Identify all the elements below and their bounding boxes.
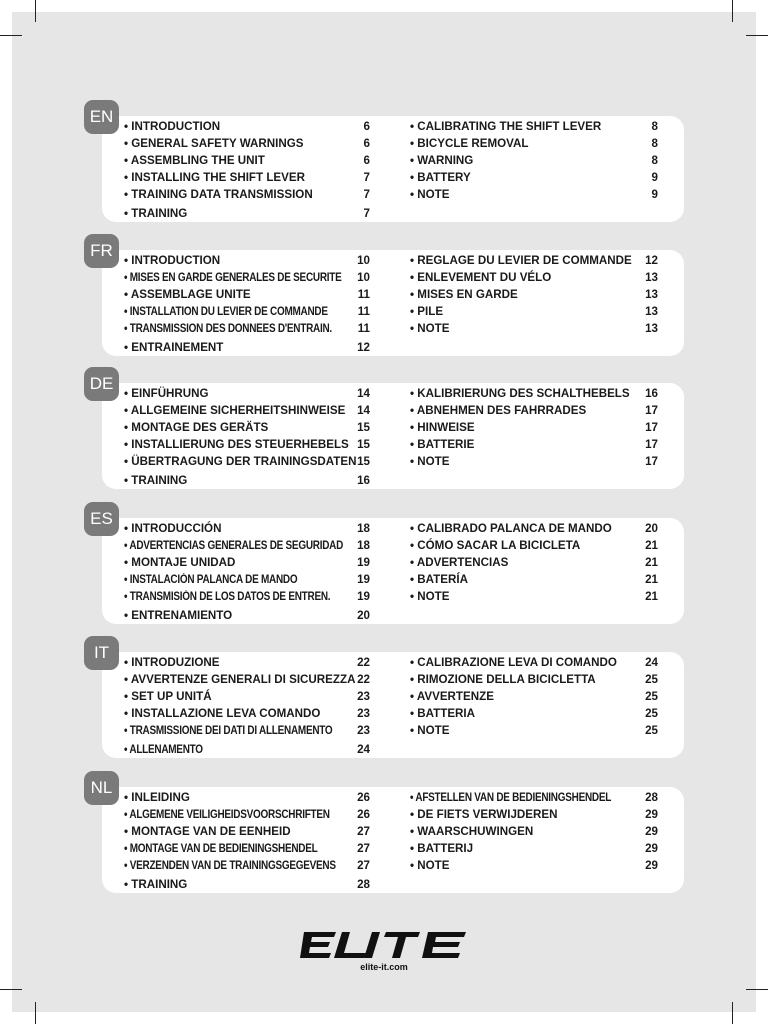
left-column — [124, 789, 370, 893]
toc-entry-page: 25 — [645, 690, 658, 703]
toc-entry-title: • NOTE — [410, 859, 450, 872]
toc-entry — [410, 118, 658, 135]
toc-entry-title: • ADVERTENCIAS GENERALES DE SEGURIDAD — [124, 539, 344, 552]
toc-entry — [124, 654, 370, 671]
toc-entry — [410, 806, 658, 823]
toc-entry-page: 20 — [357, 609, 370, 622]
left-column — [124, 654, 370, 758]
toc-entry — [410, 186, 658, 203]
toc-entry-title: • ENTRAINEMENT — [124, 341, 224, 354]
toc-entry-title: • VERZENDEN VAN DE TRAININGSGEGEVENS — [124, 859, 336, 872]
toc-entry — [410, 722, 658, 739]
toc-entry-page: 17 — [645, 438, 658, 451]
toc-entry-title: • ALLGEMEINE SICHERHEITSHINWEISE — [124, 404, 346, 417]
toc-entry-page: 27 — [357, 842, 370, 855]
toc-entry-page: 8 — [651, 154, 658, 167]
toc-entry — [124, 303, 370, 320]
toc-entry — [124, 537, 370, 554]
toc-entry — [124, 722, 370, 739]
toc-entry-page: 6 — [363, 137, 370, 150]
toc-entry-title: • TRAINING — [124, 207, 188, 220]
section-fr — [84, 234, 684, 352]
toc-entry — [124, 520, 370, 537]
toc-entry-title: • ÜBERTRAGUNG DER TRAININGSDATEN — [124, 455, 357, 468]
toc-entry-title: • TRANSMISSION DES DONNEES D'ENTRAIN. — [124, 322, 332, 335]
toc-entry — [410, 385, 658, 402]
toc-entry-page: 7 — [363, 188, 370, 201]
toc-entry — [410, 823, 658, 840]
toc-entry-page: 11 — [357, 288, 370, 301]
toc-entry-title: • ALGEMENE VEILIGHEIDSVOORSCHRIFTEN — [124, 808, 330, 821]
toc-entry-page: 26 — [357, 808, 370, 821]
toc-entry-title: • MISES EN GARDE — [410, 288, 518, 301]
toc-entry-title: • TRASMISSIONE DEI DATI DI ALLENAMENTO — [124, 724, 333, 737]
toc-entry-page: 9 — [651, 188, 658, 201]
toc-entry — [124, 339, 370, 356]
toc-entry — [410, 671, 658, 688]
language-badge: ES — [84, 502, 119, 536]
toc-entry-title: • INTRODUCTION — [124, 120, 221, 133]
toc-entry-page: 29 — [645, 808, 658, 821]
toc-entry-page: 22 — [357, 673, 370, 686]
toc-entry-page: 12 — [645, 254, 658, 267]
toc-entry-title: • GENERAL SAFETY WARNINGS — [124, 137, 304, 150]
toc-entry-page: 15 — [357, 455, 370, 468]
toc-entry — [410, 135, 658, 152]
toc-entry-title: • CALIBRADO PALANCA DE MANDO — [410, 522, 612, 535]
toc-entry-page: 23 — [357, 707, 370, 720]
toc-entry — [124, 419, 370, 436]
toc-entry-title: • INTRODUZIONE — [124, 656, 220, 669]
right-column — [410, 118, 658, 203]
toc-entry-title: • NOTE — [410, 455, 450, 468]
toc-entry — [410, 269, 658, 286]
toc-entry — [124, 135, 370, 152]
crop-mark — [0, 35, 22, 36]
toc-entry-page: 17 — [645, 455, 658, 468]
toc-entry — [410, 520, 658, 537]
toc-entry-title: • CALIBRATING THE SHIFT LEVER — [410, 120, 602, 133]
toc-entry-title: • ALLENAMENTO — [124, 743, 203, 756]
toc-entry-page: 19 — [357, 573, 370, 586]
left-column — [124, 385, 370, 489]
toc-entry-page: 17 — [645, 404, 658, 417]
toc-entry — [124, 554, 370, 571]
crop-mark — [732, 0, 733, 22]
toc-entry — [124, 705, 370, 722]
toc-entry — [410, 169, 658, 186]
toc-entry-title: • ABNEHMEN DES FAHRRADES — [410, 404, 587, 417]
toc-entry-page: 24 — [357, 743, 370, 756]
toc-entry-title: • MONTAGE DES GERÄTS — [124, 421, 269, 434]
toc-entry-page: 11 — [357, 305, 370, 318]
toc-entry-page: 25 — [645, 707, 658, 720]
toc-entry — [124, 186, 370, 203]
toc-entry-title: • AFSTELLEN VAN DE BEDIENINGSHENDEL — [410, 791, 612, 804]
toc-entry-page: 19 — [357, 556, 370, 569]
toc-entry-page: 7 — [363, 171, 370, 184]
toc-entry-title: • ADVERTENCIAS — [410, 556, 509, 569]
toc-entry-page: 29 — [645, 825, 658, 838]
toc-entry-title: • BATTERIJ — [410, 842, 474, 855]
toc-entry-title: • REGLAGE DU LEVIER DE COMMANDE — [410, 254, 632, 267]
toc-entry-title: • TRAINING — [124, 878, 188, 891]
toc-entry — [410, 252, 658, 269]
section-en — [84, 100, 684, 218]
toc-entry — [410, 320, 658, 337]
toc-entry-page: 13 — [645, 288, 658, 301]
toc-entry-page: 7 — [363, 207, 370, 220]
toc-entry-page: 28 — [645, 791, 658, 804]
toc-entry-title: • TRANSMISIÓN DE LOS DATOS DE ENTREN. — [124, 590, 331, 603]
toc-entry-title: • WARNING — [410, 154, 474, 167]
toc-entry-title: • WAARSCHUWINGEN — [410, 825, 534, 838]
toc-entry-page: 21 — [645, 539, 658, 552]
toc-entry — [410, 654, 658, 671]
toc-entry-page: 6 — [363, 120, 370, 133]
toc-entry-page: 17 — [645, 421, 658, 434]
toc-entry-title: • BATTERY — [410, 171, 471, 184]
toc-entry — [124, 806, 370, 823]
toc-entry-title: • ENTRENAMIENTO — [124, 609, 233, 622]
toc-entry — [410, 453, 658, 470]
toc-entry-page: 11 — [357, 322, 370, 335]
toc-entry-title: • BATTERIA — [410, 707, 476, 720]
toc-entry — [124, 840, 370, 857]
toc-entry-title: • PILE — [410, 305, 444, 318]
toc-entry-page: 14 — [357, 387, 370, 400]
toc-entry-title: • CALIBRAZIONE LEVA DI COMANDO — [410, 656, 617, 669]
right-column — [410, 654, 658, 739]
toc-entry-title: • ASSEMBLAGE UNITE — [124, 288, 251, 301]
toc-entry-page: 21 — [645, 556, 658, 569]
toc-entry — [410, 303, 658, 320]
toc-entry-title: • INSTALLING THE SHIFT LEVER — [124, 171, 305, 184]
website-url: elite-it.com — [360, 962, 408, 972]
toc-entry — [124, 823, 370, 840]
toc-entry-page: 21 — [645, 590, 658, 603]
right-column — [410, 252, 658, 337]
toc-entry-title: • INSTALLATION DU LEVIER DE COMMANDE — [124, 305, 328, 318]
toc-entry-page: 24 — [645, 656, 658, 669]
toc-entry-page: 26 — [357, 791, 370, 804]
toc-entry-page: 20 — [645, 522, 658, 535]
section-de — [84, 367, 684, 485]
section-es — [84, 502, 684, 620]
toc-entry — [124, 320, 370, 337]
toc-entry-title: • NOTE — [410, 590, 450, 603]
toc-entry — [124, 205, 370, 222]
toc-entry-title: • INSTALLAZIONE LEVA COMANDO — [124, 707, 321, 720]
toc-entry-title: • ENLEVEMENT DU VÉLO — [410, 271, 552, 284]
toc-entry-title: • NOTE — [410, 322, 450, 335]
toc-entry — [410, 588, 658, 605]
toc-entry — [410, 705, 658, 722]
toc-entry-title: • TRAINING — [124, 474, 188, 487]
toc-entry — [124, 607, 370, 624]
toc-entry — [410, 571, 658, 588]
toc-entry — [124, 269, 370, 286]
toc-entry — [124, 252, 370, 269]
toc-entry — [410, 537, 658, 554]
crop-mark — [746, 35, 768, 36]
toc-entry-page: 29 — [645, 859, 658, 872]
toc-entry-page: 8 — [651, 120, 658, 133]
toc-entry — [410, 789, 658, 806]
toc-entry-page: 16 — [357, 474, 370, 487]
toc-entry-title: • EINFÜHRUNG — [124, 387, 209, 400]
toc-entry-title: • MONTAGE VAN DE EENHEID — [124, 825, 291, 838]
toc-entry-title: • BICYCLE REMOVAL — [410, 137, 529, 150]
toc-entry-title: • INTRODUCTION — [124, 254, 221, 267]
crop-mark — [732, 1002, 733, 1024]
right-column — [410, 385, 658, 470]
toc-entry-title: • MONTAGE VAN DE BEDIENINGSHENDEL — [124, 842, 318, 855]
toc-entry-title: • MONTAJE UNIDAD — [124, 556, 236, 569]
toc-entry — [124, 453, 370, 470]
toc-entry — [124, 436, 370, 453]
toc-entry — [124, 169, 370, 186]
toc-entry-title: • INLEIDING — [124, 791, 190, 804]
toc-entry-page: 14 — [357, 404, 370, 417]
toc-entry — [410, 152, 658, 169]
toc-entry-page: 10 — [357, 271, 370, 284]
toc-entry — [124, 385, 370, 402]
toc-entry-page: 28 — [357, 878, 370, 891]
toc-entry-page: 25 — [645, 673, 658, 686]
toc-entry-page: 29 — [645, 842, 658, 855]
toc-entry-title: • CÓMO SACAR LA BICICLETA — [410, 539, 581, 552]
toc-entry-page: 23 — [357, 690, 370, 703]
toc-entry-title: • NOTE — [410, 724, 450, 737]
right-column — [410, 520, 658, 605]
toc-entry — [124, 118, 370, 135]
language-badge: IT — [84, 636, 119, 670]
toc-entry — [124, 286, 370, 303]
toc-entry-title: • HINWEISE — [410, 421, 475, 434]
toc-entry — [124, 571, 370, 588]
left-column — [124, 252, 370, 356]
toc-entry — [410, 840, 658, 857]
toc-entry — [124, 741, 370, 758]
left-column — [124, 118, 370, 222]
toc-entry — [124, 402, 370, 419]
toc-entry-title: • INSTALLIERUNG DES STEUERHEBELS — [124, 438, 349, 451]
section-it — [84, 636, 684, 754]
elite-logo-mark — [300, 930, 468, 960]
toc-entry-title: • INTRODUCCIÓN — [124, 522, 222, 535]
language-badge: DE — [84, 367, 119, 401]
toc-entry-title: • MISES EN GARDE GENERALES DE SECURITE — [124, 271, 342, 284]
toc-entry — [410, 857, 658, 874]
toc-entry-page: 19 — [357, 590, 370, 603]
toc-entry — [124, 857, 370, 874]
toc-entry — [410, 402, 658, 419]
toc-entry — [124, 789, 370, 806]
toc-entry-title: • INSTALACIÓN PALANCA DE MANDO — [124, 573, 298, 586]
language-badge: FR — [84, 234, 119, 268]
toc-entry-page: 13 — [645, 305, 658, 318]
toc-entry-title: • AVVERTENZE GENERALI DI SICUREZZA — [124, 673, 356, 686]
section-nl — [84, 771, 684, 889]
toc-entry-title: • RIMOZIONE DELLA BICICLETTA — [410, 673, 596, 686]
toc-entry-page: 15 — [357, 438, 370, 451]
toc-entry-page: 27 — [357, 859, 370, 872]
toc-entry-page: 18 — [357, 522, 370, 535]
toc-entry — [124, 876, 370, 893]
toc-entry-page: 25 — [645, 724, 658, 737]
toc-entry-title: • BATTERIE — [410, 438, 475, 451]
right-column — [410, 789, 658, 874]
toc-entry — [410, 554, 658, 571]
toc-entry-page: 23 — [357, 724, 370, 737]
toc-entry-title: • KALIBRIERUNG DES SCHALTHEBELS — [410, 387, 630, 400]
toc-entry-page: 21 — [645, 573, 658, 586]
crop-mark — [746, 989, 768, 990]
toc-entry-page: 22 — [357, 656, 370, 669]
language-badge: NL — [84, 771, 119, 805]
toc-entry-page: 8 — [651, 137, 658, 150]
toc-entry-page: 6 — [363, 154, 370, 167]
toc-entry-title: • AVVERTENZE — [410, 690, 494, 703]
toc-entry-page: 13 — [645, 322, 658, 335]
toc-entry-page: 18 — [357, 539, 370, 552]
toc-entry — [410, 688, 658, 705]
crop-mark — [35, 0, 36, 22]
toc-entry — [410, 419, 658, 436]
crop-mark — [0, 989, 22, 990]
toc-entry — [124, 588, 370, 605]
toc-entry-title: • NOTE — [410, 188, 450, 201]
toc-entry — [124, 472, 370, 489]
toc-entry — [124, 671, 370, 688]
toc-entry-page: 16 — [645, 387, 658, 400]
toc-entry-page: 15 — [357, 421, 370, 434]
toc-entry-page: 12 — [357, 341, 370, 354]
language-badge: EN — [84, 100, 119, 134]
toc-entry-title: • BATERÍA — [410, 573, 468, 586]
toc-entry-title: • SET UP UNITÁ — [124, 690, 212, 703]
toc-entry-page: 10 — [357, 254, 370, 267]
crop-mark — [35, 1002, 36, 1024]
toc-entry-title: • ASSEMBLING THE UNIT — [124, 154, 265, 167]
left-column — [124, 520, 370, 624]
toc-entry-page: 9 — [651, 171, 658, 184]
toc-entry — [124, 688, 370, 705]
toc-entry — [410, 286, 658, 303]
toc-entry — [410, 436, 658, 453]
toc-entry-title: • DE FIETS VERWIJDEREN — [410, 808, 558, 821]
toc-entry-page: 27 — [357, 825, 370, 838]
toc-entry-title: • TRAINING DATA TRANSMISSION — [124, 188, 313, 201]
toc-entry — [124, 152, 370, 169]
toc-entry-page: 13 — [645, 271, 658, 284]
